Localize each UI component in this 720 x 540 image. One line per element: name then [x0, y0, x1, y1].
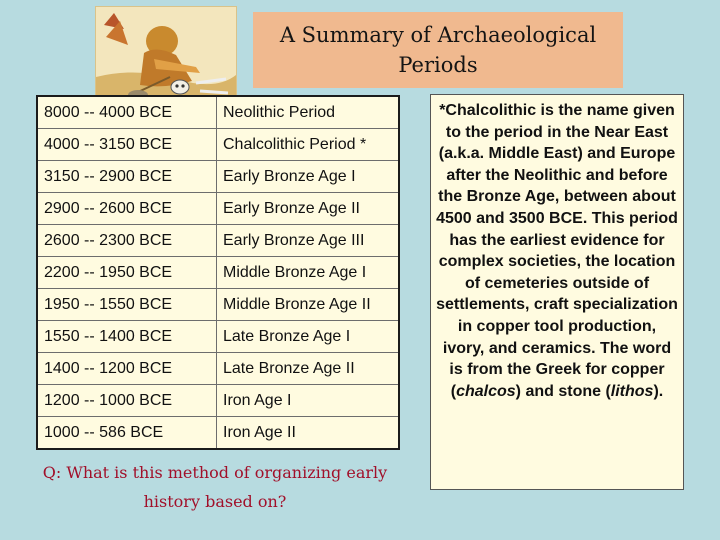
archaeologist-illustration	[95, 6, 237, 108]
note-text: *Chalcolithic is the name given to the period in the Near East (a.k.a. Middle East) and Europe after the Neolithic and before the Bronze Age, between about 4500 and 3500 BCE. This period has the earliest evidence for complex societies, the location of cemeteries outside of settlements, craft specialization in copper tool production, ivory, and ceramics. The word is from the Greek for copper (	[436, 102, 678, 400]
periods-table	[36, 95, 400, 450]
period-name-cell: Early Bronze Age II	[217, 193, 400, 225]
table-row	[37, 96, 399, 129]
table-row	[37, 225, 399, 257]
table-row	[37, 289, 399, 321]
note-term-chalcos: chalcos	[456, 382, 516, 400]
note-term-lithos: lithos	[610, 382, 654, 400]
period-name-cell: Chalcolithic Period *	[217, 129, 400, 161]
table-row	[37, 257, 399, 289]
table-row	[37, 161, 399, 193]
table-row	[37, 193, 399, 225]
title-banner	[253, 12, 623, 88]
date-range-cell: 2200 -- 1950 BCE	[37, 257, 217, 289]
page-title: A Summary of Archaeological Periods	[279, 23, 597, 77]
table-row	[37, 417, 399, 450]
note-text-end: ).	[653, 382, 664, 400]
chalcolithic-note-box	[430, 94, 684, 490]
date-range-cell: 1000 -- 586 BCE	[37, 417, 217, 450]
period-name-cell: Late Bronze Age I	[217, 321, 400, 353]
table-row	[37, 353, 399, 385]
note-text-middle: ) and stone (	[515, 382, 611, 400]
date-range-cell: 1200 -- 1000 BCE	[37, 385, 217, 417]
period-name-cell: Iron Age II	[217, 417, 400, 450]
date-range-cell: 1550 -- 1400 BCE	[37, 321, 217, 353]
period-name-cell: Iron Age I	[217, 385, 400, 417]
table-row	[37, 385, 399, 417]
date-range-cell: 3150 -- 2900 BCE	[37, 161, 217, 193]
discussion-question: Q: What is this method of organizing early history based on?	[42, 463, 388, 511]
table-row	[37, 129, 399, 161]
date-range-cell: 8000 -- 4000 BCE	[37, 96, 217, 129]
period-name-cell: Middle Bronze Age I	[217, 257, 400, 289]
period-name-cell: Neolithic Period	[217, 96, 400, 129]
date-range-cell: 1400 -- 1200 BCE	[37, 353, 217, 385]
period-name-cell: Late Bronze Age II	[217, 353, 400, 385]
period-name-cell: Early Bronze Age III	[217, 225, 400, 257]
date-range-cell: 1950 -- 1550 BCE	[37, 289, 217, 321]
table-row	[37, 321, 399, 353]
date-range-cell: 2600 -- 2300 BCE	[37, 225, 217, 257]
date-range-cell: 2900 -- 2600 BCE	[37, 193, 217, 225]
period-name-cell: Early Bronze Age I	[217, 161, 400, 193]
period-name-cell: Middle Bronze Age II	[217, 289, 400, 321]
date-range-cell: 4000 -- 3150 BCE	[37, 129, 217, 161]
